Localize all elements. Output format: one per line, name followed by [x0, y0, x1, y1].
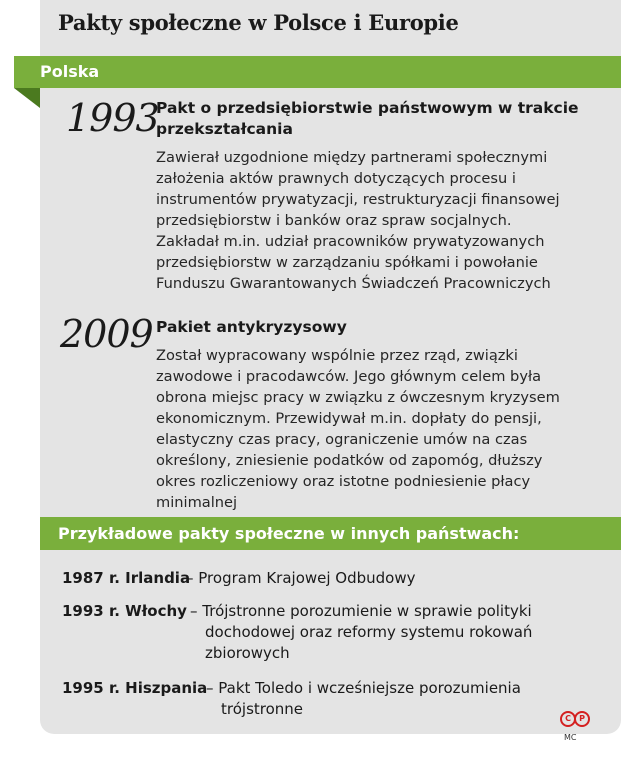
- example-label: 1993 r. Włochy: [62, 602, 187, 620]
- phonogram-icon: P: [574, 711, 590, 727]
- entry-body-line: założenia aktów prawnych dotyczących procesu i: [156, 170, 516, 187]
- example-description: [190, 601, 532, 664]
- entry-body-line: określony, zniesienie podatków od zapomóg, dłuższy: [156, 452, 543, 469]
- entry-year: 1993: [66, 96, 159, 140]
- entry-body-line: Został wypracowany wspólnie przez rząd, związki: [156, 347, 518, 364]
- section-header-other-countries: [40, 517, 621, 550]
- entry-heading: [156, 98, 596, 140]
- entry-heading-line: Pakiet antykryzysowy: [156, 318, 347, 336]
- example-description-line: – Pakt Toledo i wcześniejsze porozumienia: [206, 679, 521, 697]
- entry-heading-line: Pakt o przedsiębiorstwie państwowym w trakcie: [156, 99, 579, 117]
- entry-body-line: Funduszu Gwarantowanych Świadczeń Pracowniczych: [156, 275, 551, 292]
- example-description-line: – Program Krajowej Odbudowy: [186, 569, 416, 587]
- entry-body: [156, 345, 608, 513]
- entry-year: 2009: [60, 312, 153, 356]
- entry-heading-line: przekształcania: [156, 120, 293, 138]
- example-description-line: dochodowej oraz reformy systemu rokowań: [205, 623, 533, 641]
- example-description-line: trójstronne: [221, 700, 304, 718]
- copyright-mark: [560, 710, 600, 742]
- entry-body-line: obrona miejsc pracy w związku z ówczesnym kryzysem: [156, 389, 560, 406]
- entry-body-line: Zawierał uzgodnione między partnerami społecznymi: [156, 149, 548, 166]
- example-description-line: – Trójstronne porozumienie w sprawie polityki: [190, 602, 532, 620]
- entry-body-line: minimalnej: [156, 494, 238, 511]
- section-label-polska: Polska: [40, 62, 100, 81]
- author-initials: MC: [564, 732, 577, 742]
- entry-body-line: instrumentów prywatyzacji, restrukturyzacji finansowej: [156, 191, 560, 208]
- entry-body: [156, 147, 608, 294]
- entry-heading: [156, 317, 596, 338]
- page-title: Pakty społeczne w Polsce i Europie: [58, 10, 459, 35]
- example-label: 1987 r. Irlandia: [62, 569, 191, 587]
- example-description: [186, 568, 416, 589]
- entry-body-line: okres rozliczeniowy oraz istotne podniesienie płacy: [156, 473, 531, 490]
- ribbon-fold: [14, 88, 40, 108]
- example-description: [206, 678, 521, 720]
- copyright-icon: C: [560, 711, 576, 727]
- entry-body-line: elastyczny czas pracy, ograniczenie umów na czas: [156, 431, 528, 448]
- entry-body-line: przedsiębiorstw i banków oraz spraw socjalnych.: [156, 212, 512, 229]
- example-label: 1995 r. Hiszpania: [62, 679, 208, 697]
- section-label-other-countries: Przykładowe pakty społeczne w innych państwach:: [58, 524, 520, 543]
- section-header-polska: [14, 56, 621, 88]
- example-description-line: zbiorowych: [205, 644, 290, 662]
- entry-body-line: zawodowe i pracodawców. Jego głównym celem była: [156, 368, 542, 385]
- entry-body-line: ekonomicznym. Przewidywał m.in. dopłaty do pensji,: [156, 410, 542, 427]
- entry-body-line: Zakładał m.in. udział pracowników prywatyzowanych: [156, 233, 545, 250]
- entry-body-line: przedsiębiorstw w zarządzaniu spółkami i powołanie: [156, 254, 538, 271]
